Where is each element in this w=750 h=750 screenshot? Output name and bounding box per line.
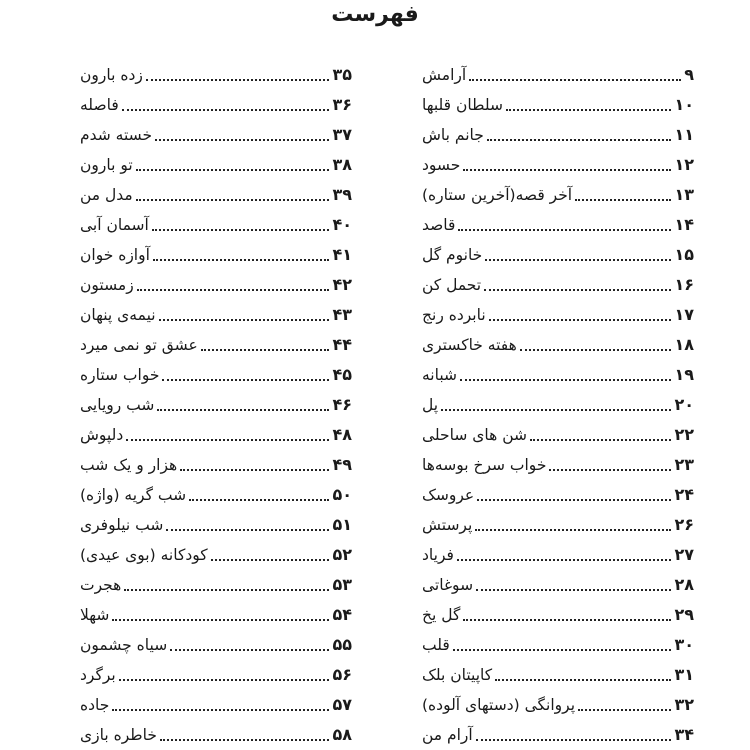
dot-leader (520, 349, 672, 351)
dot-leader (162, 379, 329, 381)
toc-entry-title: جانم باش (422, 126, 484, 144)
toc-entry (422, 57, 694, 87)
toc-entry (422, 507, 694, 537)
toc-entry (422, 177, 694, 207)
dot-leader (170, 649, 329, 651)
dot-leader (463, 169, 671, 171)
toc-entry-page-number: ۲۴ (674, 485, 694, 504)
toc-entry-title: دلپوش (80, 426, 124, 444)
toc-entry-title: نیمه‌ی پنهان (80, 306, 156, 324)
dot-leader (201, 349, 330, 351)
toc-entry-page-number: ۱۵ (674, 245, 694, 264)
toc-entry-title: گل یخ (422, 606, 461, 624)
toc-entry-page-number: ۲۸ (674, 575, 694, 594)
toc-entry-title: زمستون (80, 276, 134, 294)
dot-leader (112, 709, 329, 711)
toc-entry-page-number: ۵۷ (332, 695, 352, 714)
toc-entry (80, 357, 352, 387)
toc-entry (422, 597, 694, 627)
toc-entry-title: برگرد (80, 666, 116, 684)
dot-leader (126, 439, 329, 441)
toc-entry (80, 87, 352, 117)
toc-entry (422, 417, 694, 447)
dot-leader (441, 409, 671, 411)
toc-entry (80, 117, 352, 147)
toc-entry-title: فریاد (422, 546, 454, 564)
dot-leader (124, 589, 329, 591)
dot-leader (157, 409, 329, 411)
toc-entry (422, 117, 694, 147)
toc-entry-page-number: ۴۴ (332, 335, 352, 354)
toc-entry (422, 627, 694, 657)
toc-entry (80, 507, 352, 537)
toc-entry-title: سیاه چشمون (80, 636, 168, 654)
dot-leader (112, 619, 329, 621)
toc-entry (422, 297, 694, 327)
toc-entry-page-number: ۹ (684, 65, 694, 84)
dot-leader (180, 469, 329, 471)
toc-entry (80, 687, 352, 717)
toc-entry-title: خانوم گل (422, 246, 483, 264)
toc-entry (80, 417, 352, 447)
toc-entry-title: شب رویایی (80, 396, 155, 414)
toc-entry-page-number: ۱۶ (674, 275, 694, 294)
toc-entry-title: آخر قصه(آخرین ستاره) (422, 186, 573, 204)
toc-entry-page-number: ۵۱ (332, 515, 352, 534)
toc-entry (422, 447, 694, 477)
toc-entry-page-number: ۵۰ (332, 485, 352, 504)
toc-entry-page-number: ۳۰ (674, 635, 694, 654)
dot-leader (155, 139, 329, 141)
toc-entry (80, 627, 352, 657)
toc-entry (422, 327, 694, 357)
dot-leader (549, 469, 671, 471)
toc-entry-page-number: ۲۷ (674, 545, 694, 564)
dot-leader (136, 169, 330, 171)
dot-leader (122, 109, 330, 111)
toc-entry-page-number: ۲۶ (674, 515, 694, 534)
toc-entry-title: نابرده رنج (422, 306, 486, 324)
toc-entry (422, 687, 694, 717)
dot-leader (463, 619, 671, 621)
toc-entry (422, 657, 694, 687)
toc-entry-page-number: ۵۸ (332, 725, 352, 744)
toc-entry (80, 387, 352, 417)
toc-entry-title: کاپیتان بلک (422, 666, 493, 684)
toc-entry-title: تو بارون (80, 156, 133, 174)
toc-entry-title: تحمل کن (422, 276, 482, 294)
toc-entry-page-number: ۳۶ (332, 95, 352, 114)
toc-entry-page-number: ۳۹ (332, 185, 352, 204)
dot-leader (530, 439, 671, 441)
toc-entry-page-number: ۴۸ (332, 425, 352, 444)
dot-leader (136, 199, 330, 201)
dot-leader (484, 289, 671, 291)
dot-leader (153, 259, 330, 261)
toc-column-right (422, 57, 694, 747)
dot-leader (211, 559, 330, 561)
toc-entry-title: شهلا (80, 606, 110, 624)
toc-entry-title: شب نیلوفری (80, 516, 164, 534)
toc-entry (422, 147, 694, 177)
toc-entry-title: آسمان آبی (80, 216, 149, 234)
toc-entry-title: آوازه خوان (80, 246, 150, 264)
toc-entry-page-number: ۱۰ (674, 95, 694, 114)
toc-entry-title: هفته خاکستری (422, 336, 517, 354)
toc-entry (80, 177, 352, 207)
toc-entry-page-number: ۱۳ (674, 185, 694, 204)
dot-leader (506, 109, 672, 111)
toc-entry-page-number: ۵۴ (332, 605, 352, 624)
toc-entry-page-number: ۱۴ (674, 215, 694, 234)
toc-entry-title: خواب ستاره (80, 366, 160, 384)
toc-entry-page-number: ۴۹ (332, 455, 352, 474)
dot-leader (477, 499, 671, 501)
toc-entry-page-number: ۴۶ (332, 395, 352, 414)
toc-entry-title: شبانه (422, 366, 458, 384)
toc-entry (80, 237, 352, 267)
toc-entry (80, 297, 352, 327)
dot-leader (578, 709, 671, 711)
toc-entry-page-number: ۱۸ (674, 335, 694, 354)
toc-entry (80, 537, 352, 567)
page-title: فهرست (331, 2, 419, 27)
toc-entry-title: پرستش (422, 516, 473, 534)
dot-leader (160, 739, 330, 741)
dot-leader (575, 199, 671, 201)
toc-entry-title: کودکانه (بوی عیدی) (80, 546, 208, 564)
toc-entry-title: خسته شدم (80, 126, 153, 144)
dot-leader (487, 139, 672, 141)
dot-leader (119, 679, 330, 681)
toc-entry (80, 597, 352, 627)
dot-leader (453, 649, 672, 651)
toc-entry-title: پروانگی (دستهای آلوده) (422, 696, 576, 714)
toc-entry-page-number: ۴۲ (332, 275, 352, 294)
dot-leader (457, 559, 672, 561)
toc-entry (80, 207, 352, 237)
toc-entry (80, 567, 352, 597)
toc-entry-title: شب گریه (واژه) (80, 486, 187, 504)
toc-entry (80, 477, 352, 507)
toc-entry-page-number: ۳۷ (332, 125, 352, 144)
toc-entry-page-number: ۱۹ (674, 365, 694, 384)
toc-entry (422, 237, 694, 267)
toc-entry-page-number: ۳۵ (332, 65, 352, 84)
toc-entry (80, 717, 352, 747)
toc-entry-page-number: ۱۲ (674, 155, 694, 174)
toc-entry-title: عشق تو نمی میرد (80, 336, 198, 354)
toc-entry-page-number: ۱۱ (674, 125, 694, 144)
toc-entry-title: شن های ساحلی (422, 426, 528, 444)
dot-leader (469, 79, 681, 81)
toc-entry (80, 147, 352, 177)
toc-entry (422, 207, 694, 237)
toc-entry-page-number: ۵۳ (332, 575, 352, 594)
toc-entry (80, 657, 352, 687)
toc-entry-page-number: ۲۳ (674, 455, 694, 474)
toc-entry-page-number: ۲۲ (674, 425, 694, 444)
toc-entry (422, 357, 694, 387)
toc-entry-title: پل (422, 396, 439, 414)
toc-entry (422, 267, 694, 297)
toc-entry-page-number: ۴۱ (332, 245, 352, 264)
toc-entry-page-number: ۳۱ (674, 665, 694, 684)
toc-entry-page-number: ۴۰ (332, 215, 352, 234)
toc-entry-title: آرام من (422, 726, 473, 744)
dot-leader (166, 529, 329, 531)
toc-entry-title: سلطان قلبها (422, 96, 503, 114)
toc-entry-title: هجرت (80, 576, 122, 594)
toc-entry (422, 717, 694, 747)
toc-entry-title: قاصد (422, 216, 456, 234)
dot-leader (460, 379, 671, 381)
toc-entry (422, 387, 694, 417)
toc-entry-title: حسود (422, 156, 461, 174)
dot-leader (152, 229, 330, 231)
toc-entry-title: سوغاتی (422, 576, 474, 594)
toc-entry-page-number: ۳۸ (332, 155, 352, 174)
toc-entry (422, 87, 694, 117)
dot-leader (458, 229, 671, 231)
toc-entry-page-number: ۴۳ (332, 305, 352, 324)
dot-leader (189, 499, 329, 501)
dot-leader (495, 679, 671, 681)
toc-entry-title: خاطره بازی (80, 726, 157, 744)
dot-leader (489, 319, 672, 321)
toc-entry-title: قلب (422, 636, 450, 654)
toc-entry (422, 567, 694, 597)
dot-leader (476, 589, 671, 591)
toc-entry-title: آرامش (422, 66, 467, 84)
dot-leader (476, 739, 672, 741)
toc-entry-page-number: ۵۲ (332, 545, 352, 564)
toc-entry (422, 537, 694, 567)
dot-leader (475, 529, 671, 531)
toc-entry-title: جاده (80, 696, 110, 714)
toc-entry-title: مدل من (80, 186, 133, 204)
toc-entry (80, 327, 352, 357)
toc-entry (80, 267, 352, 297)
toc-entry (80, 447, 352, 477)
dot-leader (485, 259, 671, 261)
dot-leader (137, 289, 330, 291)
toc-column-left (80, 57, 352, 747)
toc-entry-title: زده بارون (80, 66, 143, 84)
toc-entry-page-number: ۳۴ (674, 725, 694, 744)
toc-entry-page-number: ۲۰ (674, 395, 694, 414)
dot-leader (146, 79, 330, 81)
toc-entry-title: عروسک (422, 486, 475, 504)
toc-entry-page-number: ۵۵ (332, 635, 352, 654)
toc-entry-page-number: ۴۵ (332, 365, 352, 384)
toc-entry-page-number: ۵۶ (332, 665, 352, 684)
dot-leader (159, 319, 330, 321)
toc-entry (422, 477, 694, 507)
toc-entry-title: هزار و یک شب (80, 456, 178, 474)
toc-entry-title: فاصله (80, 96, 119, 114)
toc-entry-title: خواب سرخ بوسه‌ها (422, 456, 547, 474)
toc-entry-page-number: ۲۹ (674, 605, 694, 624)
toc-entry-page-number: ۳۲ (674, 695, 694, 714)
toc-entry (80, 57, 352, 87)
toc-entry-page-number: ۱۷ (674, 305, 694, 324)
